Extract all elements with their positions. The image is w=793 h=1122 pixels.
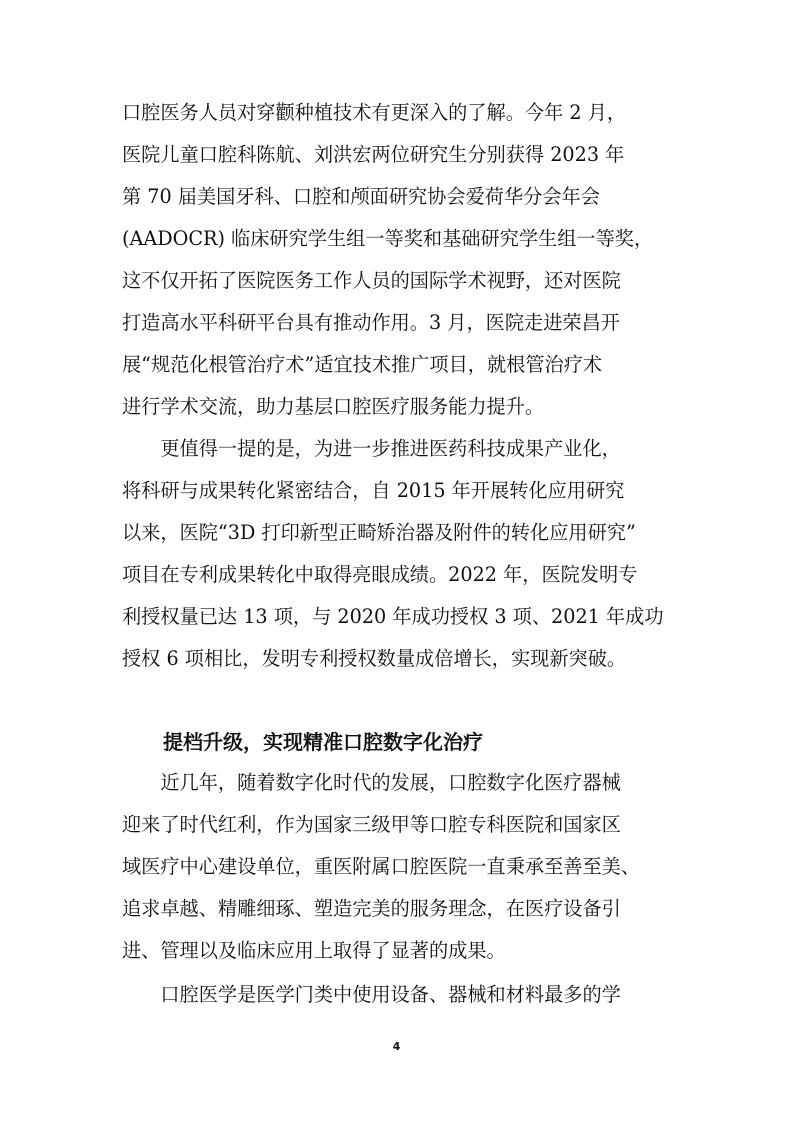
text-line: 更值得一提的是，为进一步推进医药科技成果产业化， — [122, 437, 621, 460]
text-line: 将科研与成果转化紧密结合，自 2015 年开展转化应用研究 — [122, 479, 625, 502]
text-line: 展“规范化根管治疗术”适宜技术推广项目，就根管治疗术 — [122, 353, 603, 376]
text-line: 这不仅开拓了医院医务工作人员的国际学术视野，还对医院 — [122, 269, 621, 292]
text-line: 以来，医院“3D 打印新型正畸矫治器及附件的转化应用研究” — [122, 521, 636, 544]
text-line: 进行学术交流，助力基层口腔医疗服务能力提升。 — [122, 395, 545, 418]
text-line: (AADOCR) 临床研究学生组一等奖和基础研究学生组一等奖， — [122, 227, 654, 250]
text-line: 第 70 届美国牙科、口腔和颅面研究协会爱荷华分会年会 — [122, 185, 600, 208]
text-line: 追求卓越、精雕细琢、塑造完美的服务理念，在医疗设备引 — [122, 897, 621, 920]
text-line: 利授权量已达 13 项，与 2020 年成功授权 3 项、2021 年成功 — [122, 605, 664, 628]
page-number: 4 — [392, 1040, 401, 1053]
text-line: 域医疗中心建设单位，重医附属口腔医院一直秉承至善至美、 — [122, 855, 641, 878]
text-line: 项目在专利成果转化中取得亮眼成绩。2022 年，医院发明专 — [122, 563, 638, 586]
text-line: 授权 6 项相比，发明专利授权数量成倍增长，实现新突破。 — [122, 647, 627, 670]
text-line: 口腔医务人员对穿颧种植技术有更深入的了解。今年 2 月， — [122, 101, 627, 124]
text-line: 医院儿童口腔科陈航、刘洪宏两位研究生分别获得 2023 年 — [122, 143, 625, 166]
text-line: 进、管理以及临床应用上取得了显著的成果。 — [122, 939, 506, 962]
section-heading: 提档升级，实现精准口腔数字化治疗 — [163, 730, 483, 754]
text-line: 口腔医学是医学门类中使用设备、器械和材料最多的学 — [122, 983, 621, 1006]
text-line: 近几年，随着数字化时代的发展，口腔数字化医疗器械 — [122, 771, 621, 794]
text-line: 打造高水平科研平台具有推动作用。3 月，医院走进荣昌开 — [122, 311, 620, 334]
text-line: 迎来了时代红利，作为国家三级甲等口腔专科医院和国家区 — [122, 813, 621, 836]
